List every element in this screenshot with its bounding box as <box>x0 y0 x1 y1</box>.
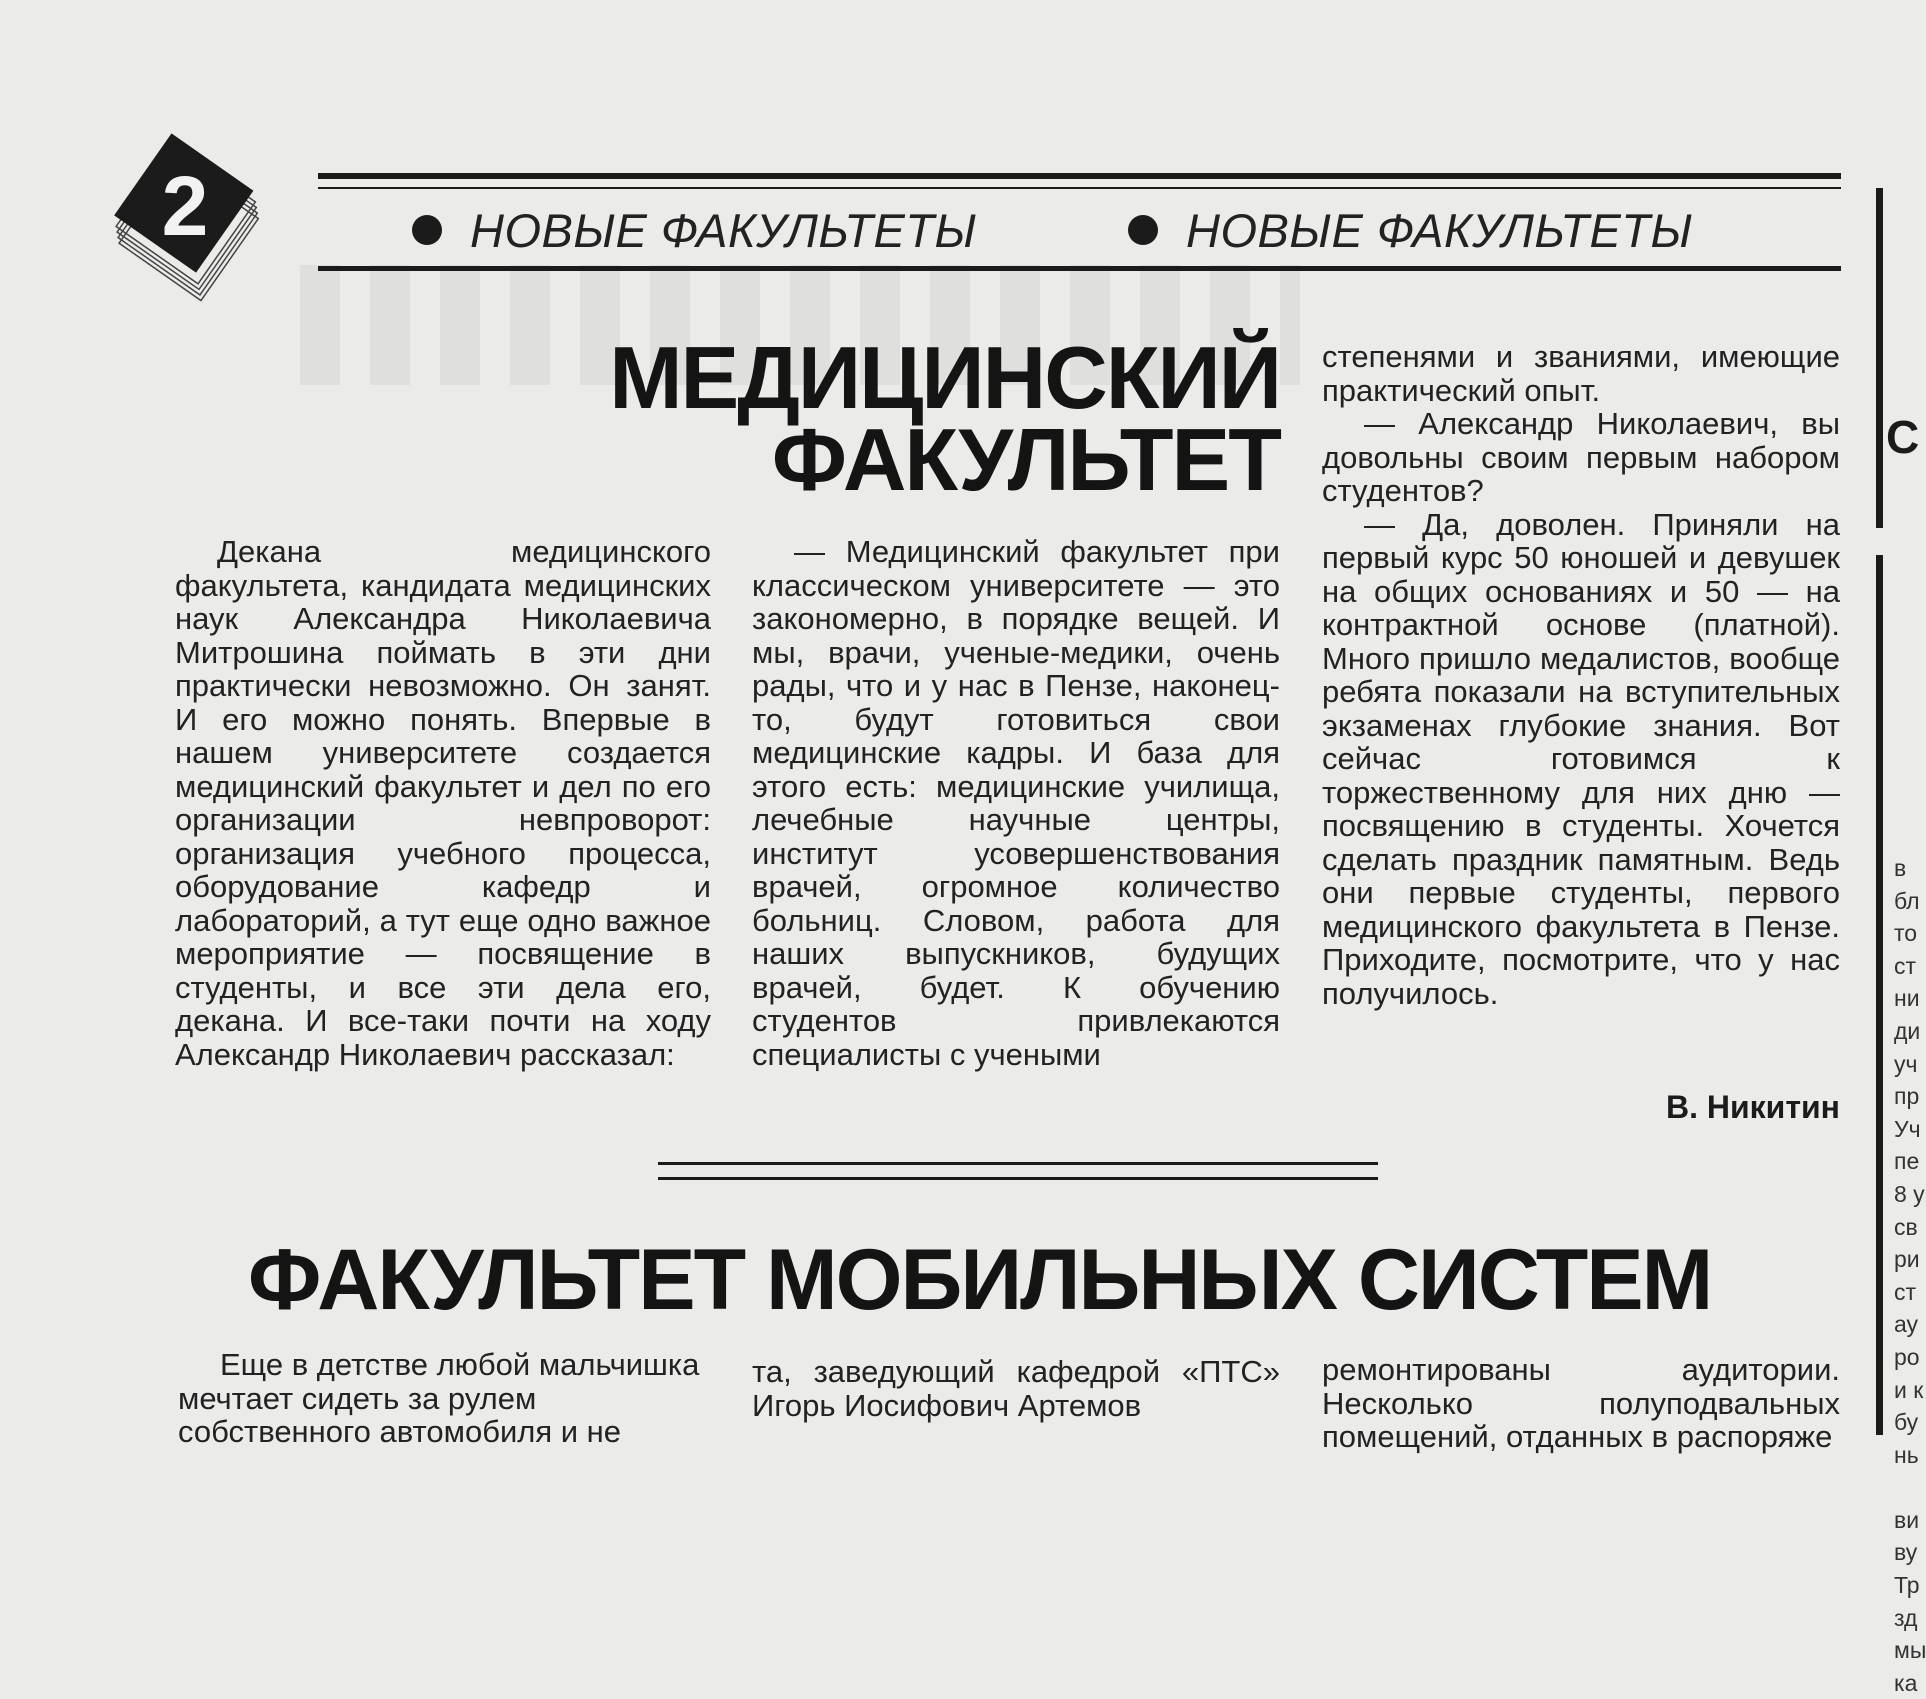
strip-fragments: в бл то ст ни ди уч пр Уч пе 8 у св ри ст ау ро и к бу нь ви ву Тр зд мы ка <box>1894 855 1926 1696</box>
separator-rule-bottom <box>658 1177 1378 1180</box>
article1-byline: В. Никитин <box>1665 1089 1840 1125</box>
bullet-icon <box>1128 215 1158 245</box>
article2-title: ФАКУЛЬТЕТ МОБИЛЬНЫХ СИСТЕМ <box>248 1232 1712 1328</box>
article1-col1-text: Декана медицинского факультета, кандидата медицинских наук Александра Николаевича Митрошина поймать в эти дни практически невозможно. Он занят. И его можно понять. Впервые в нашем университете создается медицинский факультет и дел по его организации невпроворот: организация учебного процесса, оборудование кафедр и лабораторий, а тут еще одно важное мероприятие — посвящение в студенты, и все эти дела его, декана. И все-таки почти на ходу Александр Николаевич рассказал: <box>175 534 711 1072</box>
article2-col3-text: ремонтированы аудитории. Несколько полуподвальных помещений, отданных в распоряже <box>1322 1352 1840 1454</box>
article2-column-3 <box>1322 1353 1840 1454</box>
rubric-right <box>1128 203 1693 257</box>
strip-border <box>1876 188 1883 528</box>
article2-column-1 <box>178 1348 708 1449</box>
article1-col2-text: — Медицинский факультет при классическом университете — это закономерно, в порядке вещей. И мы, врачи, ученые-медики, очень рады, что и у нас в Пензе, наконец-то, будут готовиться свои медицинские кадры. И база для этого есть: медицинские училища, лечебные научные центры, институт усовершенствования врачей, огромное количество больниц. Словом, работа для наших выпускников, будущих врачей, будет. К обучению студентов привлекаются специалисты с учеными <box>752 534 1280 1072</box>
article1-column-1 <box>175 535 711 1071</box>
header-rule-top-thin <box>318 187 1841 189</box>
article1-col3-p3: — Да, доволен. Приняли на первый курс 50 юношей и девушек на общих основаниях и 50 — на контрактной основе (платной). Много пришло медалистов, вообще ребята показали на вступительных экзаменах глубокие знания. Вот сейчас готовимся к торжественному для них дню — посвящению в студенты. Хочется сделать праздник памятным. Ведь они первые студенты, первого медицинского факультета в Пензе. Приходите, посмотрите, что у нас получилось. <box>1322 506 1840 1011</box>
article2-col2-text: та, заведующий кафедрой «ПТС» Игорь Иосифович Артемов <box>752 1354 1280 1423</box>
article1-col3-p2: — Александр Николаевич, вы довольны своим первым набором студентов? <box>1322 406 1840 508</box>
article2-column-2 <box>752 1355 1280 1422</box>
header-rule-top-thick <box>318 173 1841 179</box>
rubric-left <box>412 203 977 257</box>
article1-title-line1: МЕДИЦИНСКИЙ <box>609 328 1280 427</box>
strip-border-lower <box>1876 555 1883 1435</box>
adjacent-page-strip <box>1876 180 1926 1696</box>
header-rule-bottom <box>318 266 1841 271</box>
article1-col3-p1: степенями и званиями, имеющие практический опыт. <box>1322 339 1840 408</box>
rubric-left-text: НОВЫЕ ФАКУЛЬТЕТЫ <box>470 203 977 257</box>
article2-col1-text: Еще в детстве любой мальчишка мечтает сидеть за рулем собственного автомобиля и не <box>178 1347 700 1449</box>
separator-rule-top <box>658 1162 1378 1165</box>
page-number: 2 <box>161 159 209 253</box>
article1-column-3 <box>1322 340 1840 1010</box>
page-number-badge <box>100 125 270 295</box>
article1-title-line2: ФАКУЛЬТЕТ <box>771 410 1280 509</box>
article1-column-2 <box>752 535 1280 1071</box>
bullet-icon <box>412 215 442 245</box>
rubric-right-text: НОВЫЕ ФАКУЛЬТЕТЫ <box>1186 203 1693 257</box>
strip-big-letter: С <box>1886 411 1920 463</box>
